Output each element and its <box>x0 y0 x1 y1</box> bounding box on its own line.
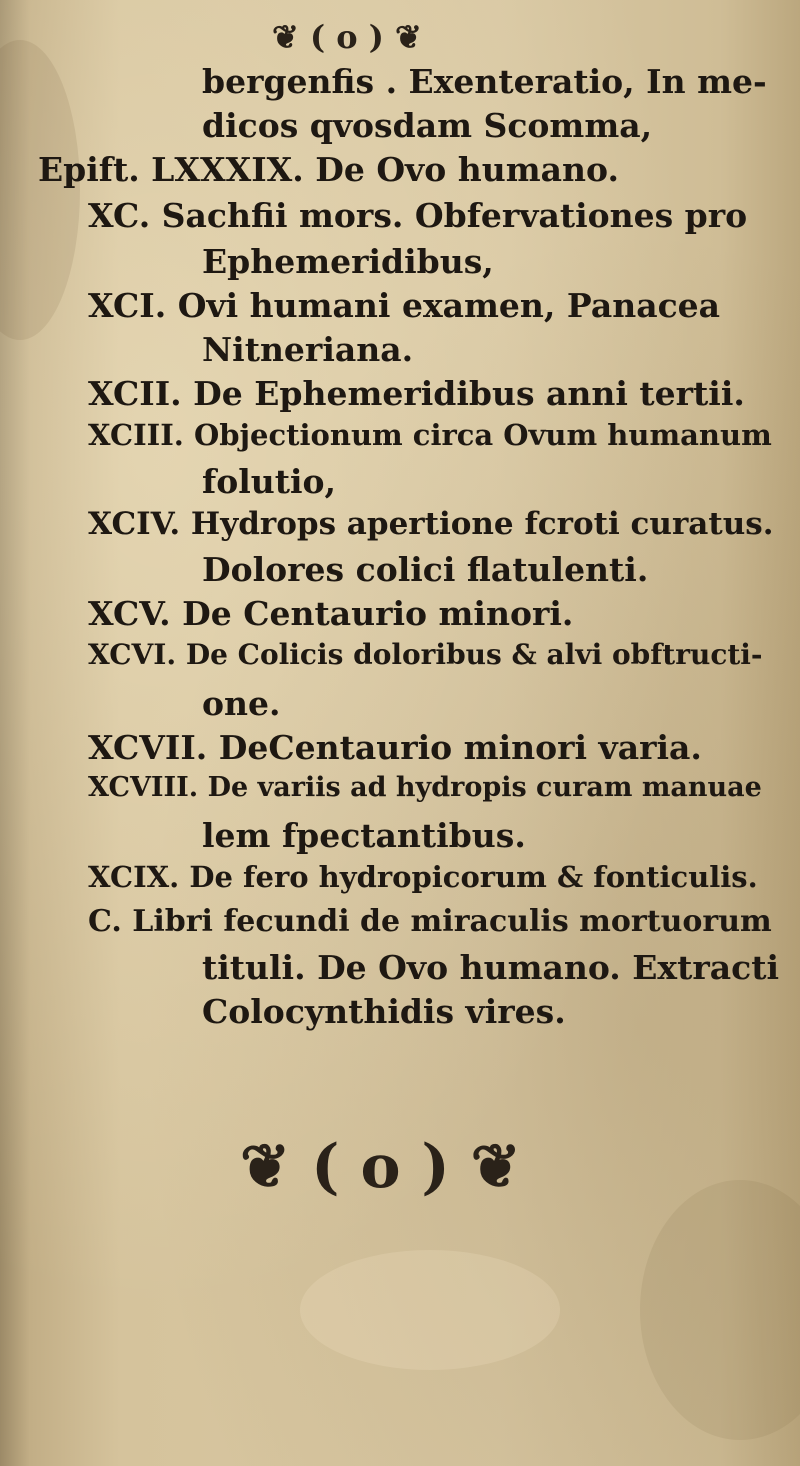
text-line: XCVI. De Colicis doloribus & alvi obftructi- <box>88 638 763 671</box>
text-line: Ephemeridibus, <box>202 242 494 281</box>
text-line: Dolores colici flatulenti. <box>202 550 649 589</box>
text-line: XCIX. De fero hydropicorum & fonticulis. <box>88 860 758 894</box>
header-ornament: ❦ ( o ) ❦ <box>272 18 422 56</box>
text-line: one. <box>202 684 281 723</box>
text-line: Nitneriana. <box>202 330 414 369</box>
text-line: Colocynthidis vires. <box>202 992 566 1031</box>
text-line: XCV. De Centaurio minori. <box>88 594 574 633</box>
text-line: XCI. Ovi humani examen, Panacea <box>88 286 721 325</box>
paper-stain <box>300 1250 560 1370</box>
text-line: XCIII. Objectionum circa Ovum humanum <box>88 418 772 452</box>
epistle-heading: Epift. LXXXIX. De Ovo humano. <box>38 150 619 189</box>
text-line: folutio, <box>202 462 337 501</box>
footer-ornament: ❦ ( o ) ❦ <box>240 1132 521 1202</box>
paper-stain <box>640 1180 800 1440</box>
text-line: XCVIII. De variis ad hydropis curam manuae <box>88 772 762 803</box>
text-line: XCII. De Ephemeridibus anni tertii. <box>88 374 745 413</box>
paper-stain <box>0 40 80 340</box>
text-line: XCVII. DeCentaurio minori varia. <box>88 728 702 767</box>
text-line: bergenfis . Exenteratio, In me- <box>202 62 767 101</box>
text-line: C. Libri fecundi de miraculis mortuorum <box>88 904 772 939</box>
text-line: dicos qvosdam Scomma, <box>202 106 653 145</box>
text-line: XCIV. Hydrops apertione fcroti curatus. <box>88 506 774 542</box>
text-line: XC. Sachfii mors. Obfervationes pro <box>88 196 748 235</box>
text-line: tituli. De Ovo humano. Extracti <box>202 948 779 987</box>
text-line: lem fpectantibus. <box>202 816 526 855</box>
